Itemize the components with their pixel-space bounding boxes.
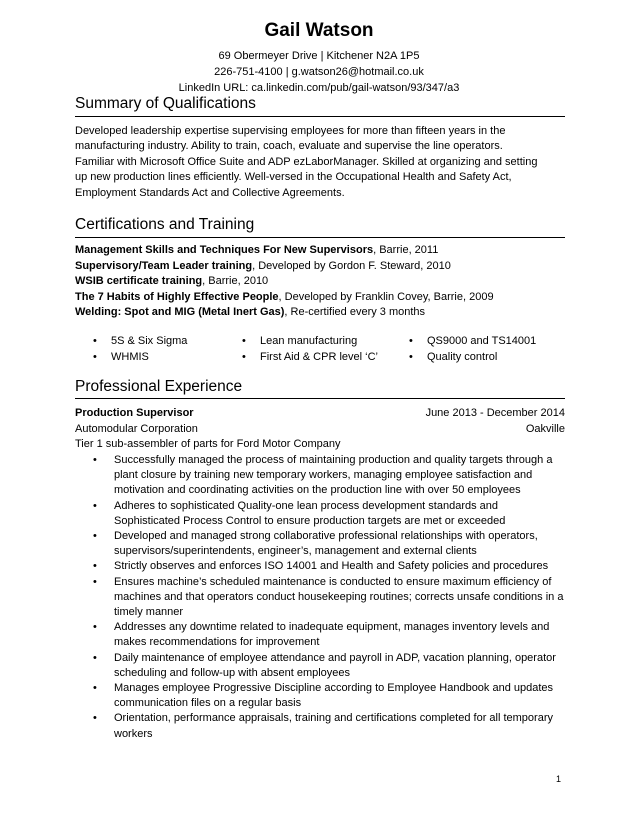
certification-item bbox=[75, 290, 565, 306]
bullet-icon: • bbox=[93, 530, 97, 543]
summary-line: manufacturing industry. Ability to train, coach, evaluate and supervise the line operators. bbox=[75, 140, 503, 153]
list-item: • Adheres to sophisticated Quality-one lean process development standards and Sophisticated Process Control to ensure production targets are met or exceeded bbox=[93, 499, 506, 527]
summary-rule bbox=[75, 116, 565, 117]
certification-item bbox=[75, 274, 565, 290]
certification-name: WSIB certificate training bbox=[75, 275, 203, 287]
bullet-icon: • bbox=[93, 651, 97, 664]
certifications-heading: Certifications and Training bbox=[75, 216, 255, 233]
certification-name: Management Skills and Techniques For New Supervisors bbox=[75, 244, 374, 256]
summary-line: Familiar with Microsoft Office Suite and ADP ezLaborManager. Skilled at organizing and setting bbox=[75, 155, 538, 168]
bullet-icon: • bbox=[93, 560, 97, 573]
job-title: Production Supervisor bbox=[75, 407, 194, 419]
summary-heading: Summary of Qualifications bbox=[75, 95, 256, 112]
summary-line: up new production lines efficiently. Well-versed in the Occupational Health and Safety Act, bbox=[75, 171, 512, 184]
bullet-icon: • bbox=[409, 335, 413, 347]
certification-name: Supervisory/Team Leader training bbox=[75, 260, 253, 272]
bullet-icon: • bbox=[93, 621, 97, 634]
list-item: • Ensures machine’s scheduled maintenance is conducted to ensure maximum efficiency of machines and that operators conduct housekeeping routines; corrects unsafe conditions in a timely manner bbox=[93, 575, 564, 619]
job-description: Tier 1 sub-assembler of parts for Ford Motor Company bbox=[75, 438, 341, 450]
bullet-icon: • bbox=[93, 682, 97, 695]
bullet-icon: • bbox=[93, 712, 97, 725]
list-item: • Strictly observes and enforces ISO 14001 and Health and Safety policies and procedures bbox=[93, 559, 565, 574]
linkedin-line: LinkedIn URL: ca.linkedin.com/pub/gail-watson/93/347/a3 bbox=[178, 82, 460, 94]
page-number: 1 bbox=[556, 774, 562, 784]
summary-line: Employment Standards Act and Collective Agreements. bbox=[75, 186, 345, 199]
bullet-icon: • bbox=[93, 454, 97, 466]
certification-detail: , Re-certified every 3 months bbox=[284, 306, 426, 318]
phone-email-line: 226-751-4100 | g.watson26@hotmail.co.uk bbox=[214, 66, 424, 78]
certification-detail: , Developed by Franklin Covey, Barrie, 2009 bbox=[278, 291, 494, 303]
bullet-icon: • bbox=[242, 351, 246, 363]
certification-detail: , Developed by Gordon F. Steward, 2010 bbox=[252, 260, 451, 272]
summary-paragraph bbox=[75, 124, 565, 201]
certification-item bbox=[75, 259, 565, 275]
list-item: • Addresses any downtime related to inadequate equipment, manages inventory levels and makes recommendations for improvement bbox=[93, 621, 550, 649]
experience-heading: Professional Experience bbox=[75, 378, 243, 395]
bullet-icon: • bbox=[93, 499, 97, 512]
certification-item bbox=[75, 305, 565, 321]
bullet-icon: • bbox=[242, 335, 246, 347]
certification-name: The 7 Habits of Highly Effective People bbox=[75, 291, 279, 303]
summary-line: Developed leadership expertise supervising employees for more than fifteen years in the bbox=[75, 125, 506, 137]
bullet-icon: • bbox=[93, 335, 97, 347]
list-item: • Developed and managed strong collaborative professional relationships with operators, supervisors/superintendents, engineer’s, management and external clients bbox=[93, 530, 538, 558]
bullet-icon: • bbox=[93, 351, 97, 363]
certification-name: Welding: Spot and MIG (Metal Inert Gas) bbox=[75, 306, 285, 318]
address-line: 69 Obermeyer Drive | Kitchener N2A 1P5 bbox=[218, 50, 420, 62]
list-item: • Orientation, performance appraisals, training and certifications completed for all temporary workers bbox=[93, 712, 553, 740]
bullet-icon: • bbox=[93, 575, 97, 588]
certification-detail: , Barrie, 2011 bbox=[373, 244, 439, 256]
resume-page: Gail Watson 69 Obermeyer Drive | Kitchener N2A 1P5 226-751-4100 | g.watson26@hotmail.co.uk LinkedIn URL: ca.linkedin.com/pub/gail-watson/93/347/a3 Summary of Qualifications Developed leadership expertise supervising employees for more than fifteen years in the manufacturing industry. Ability to train, coach, evaluate and supervise the line operators. Familiar with Microsoft Office Suite and ADP ezLaborManager. Skilled at organizing and setting up new production lines efficiently. Well-versed in the Occupational Health and Safety Act, Employment Standards Act and Collective Agreements. Certifications and Training Management Skills and Techniques For New Supervisors, Barrie, 2011 Supervisory/Team Leader training, Developed by Gordon F. Steward, 2010 WSIB certificate training, Barrie, 2010 The 7 Habits of Highly Effective People, Developed by Franklin Covey, Barrie, 2009 Welding: Spot and MIG (Metal Inert Gas), Re-certified every 3 months • 5S & Six Sigma • Lean manufacturing • QS9000 and TS14001 • WHMIS • First Aid & CPR level ‘C’ • Quality control Professional Experience Production Supervisor June 2013 - December 2014 Automodular Corporation Oakville Tier 1 sub-assembler of parts for Ford Motor Company • Successfully managed the process of maintaining production and quality targets through a plant closure by training new temporary workers, managing employee satisfaction and motivation and coordinating activities on the production line with over 50 employees • Adheres to sophisticated Quality-one lean process development standards and Sophisticated Process Control to ensure production targets are met or exceeded • Developed and managed strong collaborative professional relationships with operators, supervisors/superintendents, engineer’s, management and external clients • Strictly observes and enforces ISO 14001 and Health and Safety policies and procedures • Ensures machine’s scheduled maintenance is conducted to ensure maximum efficiency of machines and that operators conduct housekeeping routines; corrects unsafe conditions in a timely manner • Addresses any downtime related to inadequate equipment, manages inventory levels and makes recommendations for improvement • Daily maintenance of employee attendance and payroll in ADP, vacation planning, operator scheduling and follow-up with absent employees • Manages employee Progressive Discipline according to Employee Handbook and updates communication files on a regular basis • Orientation, performance appraisals, training and certifications completed for all temporary workers 1 bbox=[0, 0, 638, 826]
list-item: • Successfully managed the process of maintaining production and quality targets through a plant closure by training new temporary workers, managing employee satisfaction and motivation and coordinating activities on the production line with over 50 employees bbox=[93, 454, 553, 497]
bullet-icon: • bbox=[409, 351, 413, 363]
job-location: Oakville bbox=[525, 423, 565, 435]
list-item: • Daily maintenance of employee attendance and payroll in ADP, vacation planning, operator scheduling and follow-up with absent employees bbox=[93, 651, 556, 679]
certification-item bbox=[75, 243, 565, 259]
certification-detail: , Barrie, 2010 bbox=[202, 275, 269, 287]
candidate-name: Gail Watson bbox=[264, 20, 374, 41]
certifications-rule bbox=[75, 237, 565, 238]
experience-rule bbox=[75, 398, 565, 399]
job-responsibilities bbox=[93, 453, 565, 742]
job-dates: June 2013 - December 2014 bbox=[425, 407, 565, 419]
list-item: • Manages employee Progressive Discipline according to Employee Handbook and updates communication files on a regular basis bbox=[93, 682, 554, 710]
job-company: Automodular Corporation bbox=[75, 423, 198, 435]
